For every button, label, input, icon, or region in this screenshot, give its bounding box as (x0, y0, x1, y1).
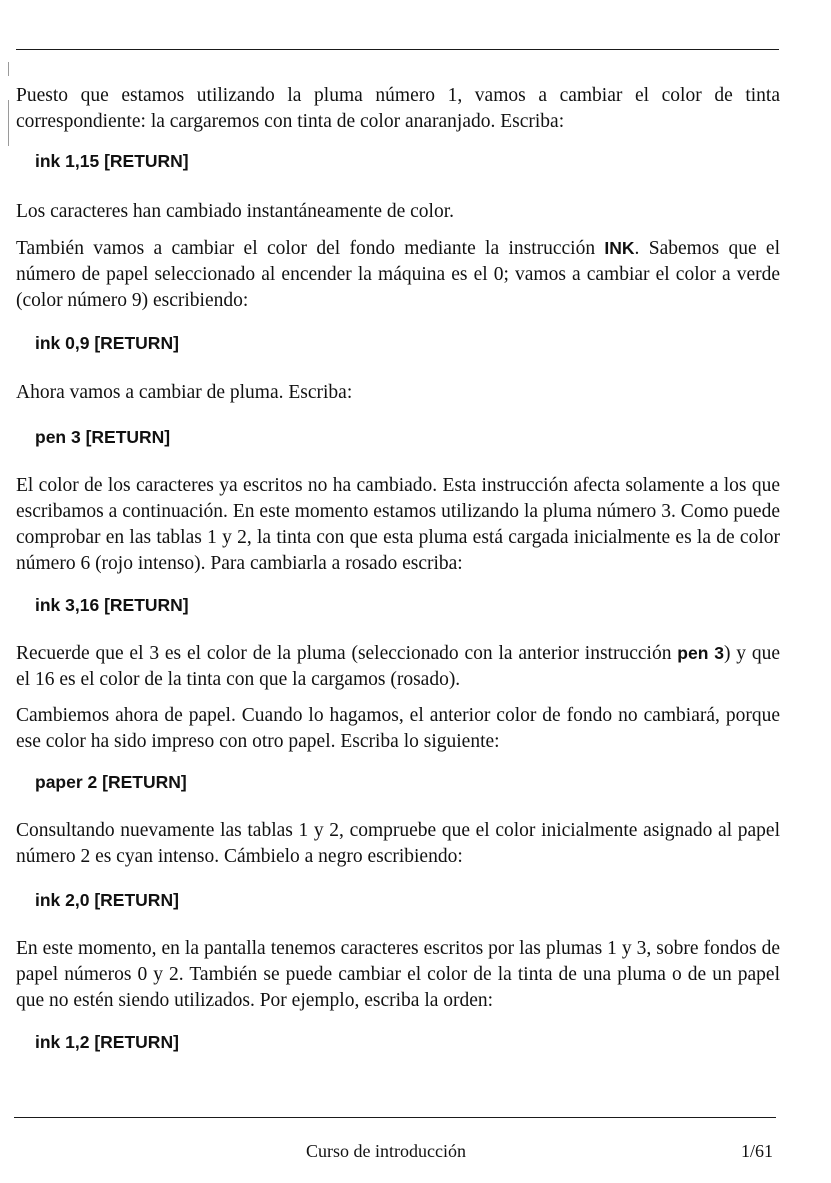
paragraph-4: Ahora vamos a cambiar de pluma. Escriba: (16, 382, 353, 403)
paragraph-8: Consultando nuevamente las tablas 1 y 2, compruebe que el color inicialmente asignado al papel número 2 es cyan intenso. Cámbielo a negro escribiendo: (16, 820, 780, 867)
paragraph-6-text-end: ) y que el 16 es el color de la tinta con que la cargamos (rosado). (16, 643, 781, 690)
paragraph-3-text-end: . Sabemos que el número de papel seleccionado al encender la máquina es el 0; vamos a cambiar el color a verde (color número 9) escribiendo: (16, 238, 781, 311)
footer-title: Curso de introducción (306, 1141, 466, 1161)
ink-keyword: INK (604, 238, 635, 258)
top-rule (16, 49, 779, 50)
margin-mark (8, 100, 9, 146)
command-ink-1-2: ink 1,2 [RETURN] (35, 1032, 179, 1052)
command-ink-1-15: ink 1,15 [RETURN] (35, 151, 189, 171)
paragraph-9: En este momento, en la pantalla tenemos caracteres escritos por las plumas 1 y 3, sobre fondos de papel números 0 y 2. También se puede cambiar el color de la tinta de una pluma o de un papel que no estén siendo utilizados. Por ejemplo, escriba la orden: (16, 938, 780, 1011)
command-paper-2: paper 2 [RETURN] (35, 772, 187, 792)
command-ink-0-9: ink 0,9 [RETURN] (35, 333, 179, 353)
paragraph-6 (16, 640, 780, 693)
bottom-rule (14, 1117, 776, 1118)
paragraph-2: Los caracteres han cambiado instantáneamente de color. (16, 201, 455, 222)
paragraph-7: Cambiemos ahora de papel. Cuando lo hagamos, el anterior color de fondo no cambiará, porque ese color ha sido impreso con otro papel. Escriba lo siguiente: (16, 705, 780, 752)
paragraph-3-text: También vamos a cambiar el color del fondo mediante la instrucción (16, 238, 605, 259)
paragraph-1: Puesto que estamos utilizando la pluma número 1, vamos a cambiar el color de tinta correspondiente: la cargaremos con tinta de color anaranjado. Escriba: (16, 85, 780, 132)
margin-mark (8, 62, 9, 76)
command-pen-3: pen 3 [RETURN] (35, 427, 171, 447)
command-ink-3-16: ink 3,16 [RETURN] (35, 595, 189, 615)
page-number: 1/61 (741, 1141, 774, 1161)
pen-keyword: pen 3 (677, 643, 724, 663)
command-ink-2-0: ink 2,0 [RETURN] (35, 890, 179, 910)
paragraph-5: El color de los caracteres ya escritos no ha cambiado. Esta instrucción afecta solamente a los que escribamos a continuación. En este momento estamos utilizando la pluma número 3. Como puede comprobar en las tablas 1 y 2, la tinta con que esta pluma está cargada inicialmente es la de color número 6 (rojo intenso). Para cambiarla a rosado escriba: (16, 475, 780, 574)
paragraph-6-text: Recuerde que el 3 es el color de la pluma (seleccionado con la anterior instrucción (16, 643, 678, 664)
paragraph-3 (16, 235, 780, 314)
